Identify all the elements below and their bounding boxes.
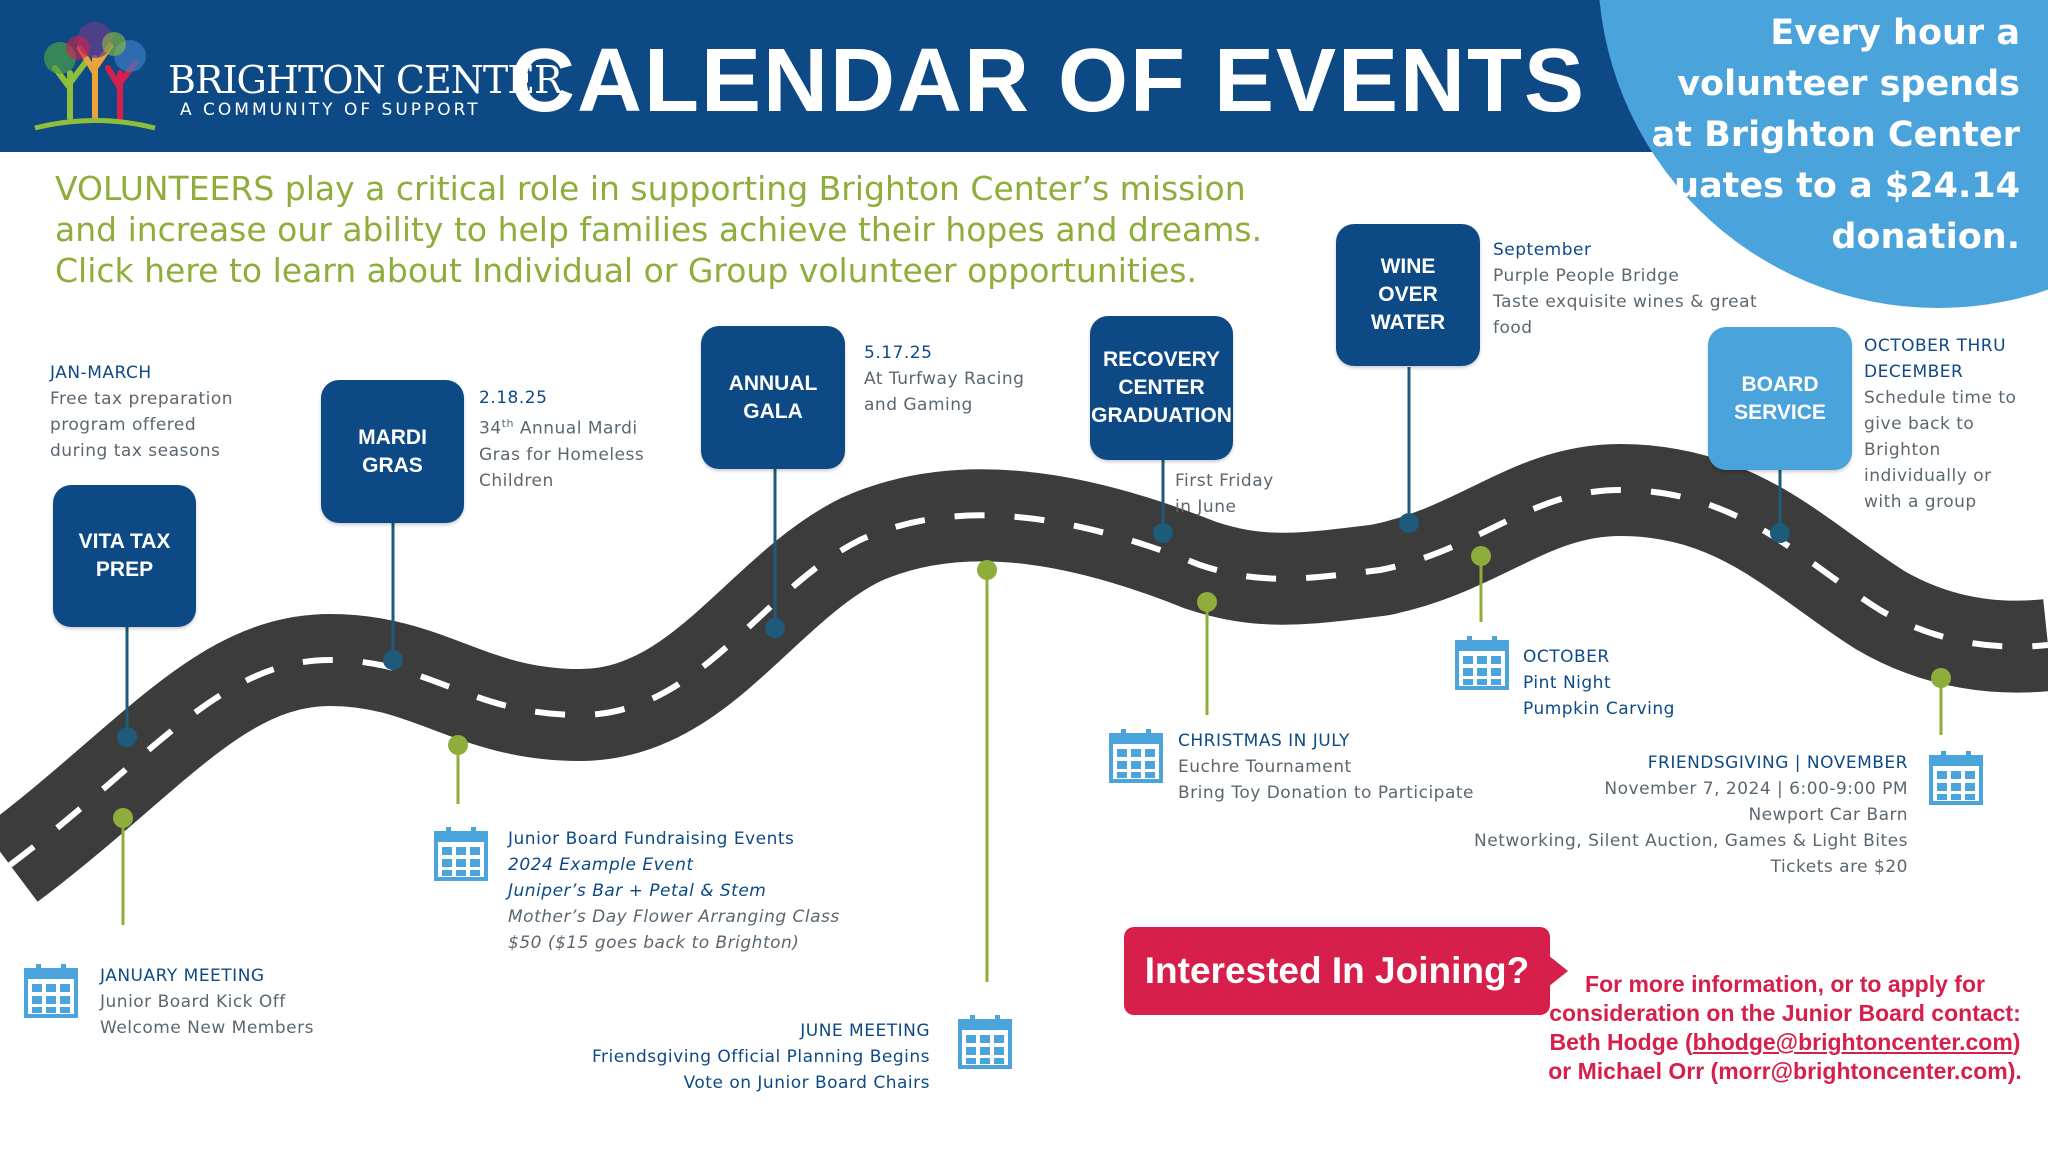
calendar-icon (1929, 749, 1983, 805)
friendsgiving-desc: FRIENDSGIVING | NOVEMBER November 7, 2024 | 6:00-9:00 PM Newport Car Barn Networking, Silent Auction, Games & Light Bites Tickets are $20 (1474, 753, 1908, 877)
annual-gala-box[interactable]: ANNUAL GALA (701, 326, 845, 469)
vita-tax-prep-desc: JAN-MARCH Free tax preparation program offered during tax seasons (50, 363, 234, 461)
wine-over-water-desc: September Purple People Bridge Taste exquisite wines & great food (1493, 240, 1758, 338)
logo-name: BRIGHTON CENTER (168, 58, 562, 102)
calendar-icon (958, 1013, 1012, 1069)
recovery-center-desc: First Friday in June (1175, 471, 1274, 517)
junior-board-fundraising-desc: Junior Board Fundraising Events 2024 Example Event Juniper’s Bar + Petal & Stem Mother’s Day Flower Arranging Class $50 ($15 goes back to Brighton) (508, 829, 840, 953)
bhodge-email-link[interactable]: bhodge@brightoncenter.com (1692, 1029, 2013, 1055)
mardi-gras-box[interactable]: MARDI GRAS (321, 380, 464, 523)
vita-tax-prep-box[interactable]: VITA TAX PREP (53, 485, 196, 627)
calendar-icon (24, 962, 78, 1018)
donation-callout-text: Every hour a volunteer spends at Brighton Center equates to a $24.14 donation. (1625, 13, 2020, 257)
wine-over-water-box[interactable]: WINE OVER WATER (1336, 224, 1480, 366)
annual-gala-desc: 5.17.25 At Turfway Racing and Gaming (864, 343, 1025, 415)
recovery-center-graduation-box[interactable]: RECOVERY CENTER GRADUATION (1090, 316, 1233, 460)
interested-in-joining-button[interactable]: Interested In Joining? (1124, 927, 1550, 1015)
june-meeting-desc: JUNE MEETING Friendsgiving Official Planning Begins Vote on Junior Board Chairs (592, 1021, 930, 1093)
volunteer-intro-link[interactable]: VOLUNTEERS play a critical role in supporting Brighton Center’s mission and increase our ability to help families achieve their hopes and dreams. Click here to learn about Individual or Group volunteer opportunities. (55, 169, 1263, 290)
logo-tagline: A COMMUNITY OF SUPPORT (180, 100, 481, 120)
christmas-in-july-desc: CHRISTMAS IN JULY Euchre Tournament Bring Toy Donation to Participate (1178, 731, 1475, 803)
calendar-icon (434, 825, 488, 881)
calendar-icon (1109, 727, 1163, 783)
page-title: CALENDAR OF EVENTS (510, 31, 1587, 131)
calendar-icon (1455, 634, 1509, 690)
october-desc: OCTOBER Pint Night Pumpkin Carving (1523, 647, 1675, 719)
january-meeting-desc: JANUARY MEETING Junior Board Kick Off Welcome New Members (100, 966, 314, 1038)
board-service-desc: OCTOBER THRU DECEMBER Schedule time to give back to Brighton individually or with a group (1864, 336, 2017, 512)
mardi-gras-desc: 2.18.25 34th Annual Mardi Gras for Homeless Children (479, 388, 645, 491)
junior-board-contact: For more information, or to apply for consideration on the Junior Board contact: Beth Hodge (bhodge@brightoncenter.com) or Michael Orr (morr@brightoncenter.com). (1548, 971, 2022, 1084)
board-service-box[interactable]: BOARD SERVICE (1708, 327, 1852, 470)
